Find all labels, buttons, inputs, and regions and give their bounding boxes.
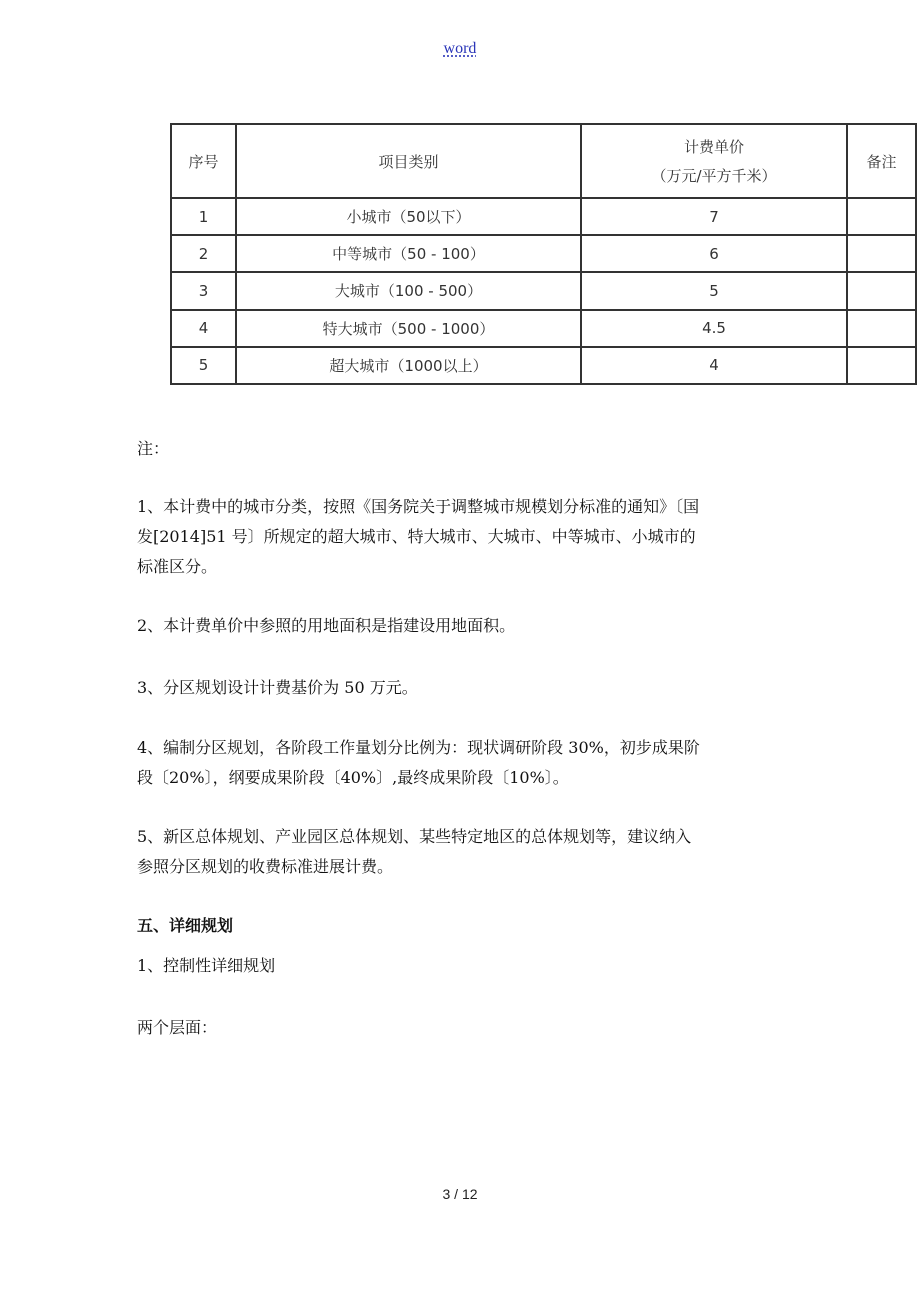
- note-2: 2、本计费单价中参照的用地面积是指建设用地面积。: [137, 616, 516, 635]
- cell-serial: 1: [171, 198, 236, 235]
- cell-serial: 4: [171, 310, 236, 347]
- cell-category: 超大城市（1000以上）: [236, 347, 581, 384]
- note-5-line-1: 5、新区总体规划、产业园区总体规划、某些特定地区的总体规划等，建议纳入: [137, 827, 692, 846]
- cell-note: [847, 198, 916, 235]
- notes-title: 注：: [137, 439, 170, 458]
- note-1-line-3: 标准区分。: [137, 557, 218, 576]
- cell-note: [847, 310, 916, 347]
- cell-note: [847, 347, 916, 384]
- cell-category: 大城市（100 - 500）: [236, 272, 581, 309]
- section-heading: 五、详细规划: [137, 916, 234, 935]
- note-3: 3、分区规划设计计费基价为 50 万元。: [137, 678, 418, 697]
- fee-table: [170, 123, 917, 385]
- cell-price: 4: [581, 347, 847, 384]
- note-4: [137, 733, 787, 793]
- table-row: [171, 272, 916, 309]
- cell-price: 6: [581, 235, 847, 272]
- subsection-text: 两个层面：: [137, 1018, 218, 1037]
- cell-note: [847, 272, 916, 309]
- cell-note: [847, 235, 916, 272]
- cell-category: 特大城市（500 - 1000）: [236, 310, 581, 347]
- note-1: [137, 492, 787, 582]
- note-1-line-1: 1、本计费中的城市分类，按照《国务院关于调整城市规模划分标准的通知》〔国: [137, 497, 700, 516]
- subsection-title: 1、控制性详细规划: [137, 956, 276, 975]
- header-serial: 序号: [171, 124, 236, 198]
- table-header-row: [171, 124, 916, 198]
- page-number: 3 / 12: [442, 1186, 478, 1202]
- header-price-line2: （万元/平方千米）: [651, 167, 777, 185]
- cell-price: 7: [581, 198, 847, 235]
- table-row: [171, 198, 916, 235]
- header-note: 备注: [847, 124, 916, 198]
- header-price: [581, 124, 847, 198]
- table-row: [171, 310, 916, 347]
- note-5-line-2: 参照分区规划的收费标准进展计费。: [137, 857, 394, 876]
- page-header: [0, 40, 920, 58]
- header-link[interactable]: word: [443, 40, 477, 57]
- note-5: [137, 822, 787, 882]
- cell-category: 小城市（50以下）: [236, 198, 581, 235]
- note-1-line-2: 发[2014]51 号〕所规定的超大城市、特大城市、大城市、中等城市、小城市的: [137, 527, 696, 546]
- cell-serial: 5: [171, 347, 236, 384]
- header-category: 项目类别: [236, 124, 581, 198]
- cell-price: 5: [581, 272, 847, 309]
- cell-category: 中等城市（50 - 100）: [236, 235, 581, 272]
- table-row: [171, 347, 916, 384]
- cell-serial: 2: [171, 235, 236, 272]
- table-row: [171, 235, 916, 272]
- header-price-line1: 计费单价: [683, 138, 744, 156]
- cell-serial: 3: [171, 272, 236, 309]
- cell-price: 4.5: [581, 310, 847, 347]
- note-4-line-1: 4、编制分区规划，各阶段工作量划分比例为：现状调研阶段 30%，初步成果阶: [137, 738, 700, 757]
- note-4-line-2: 段〔20%〕，纲要成果阶段〔40%〕,最终成果阶段〔10%〕。: [137, 768, 569, 787]
